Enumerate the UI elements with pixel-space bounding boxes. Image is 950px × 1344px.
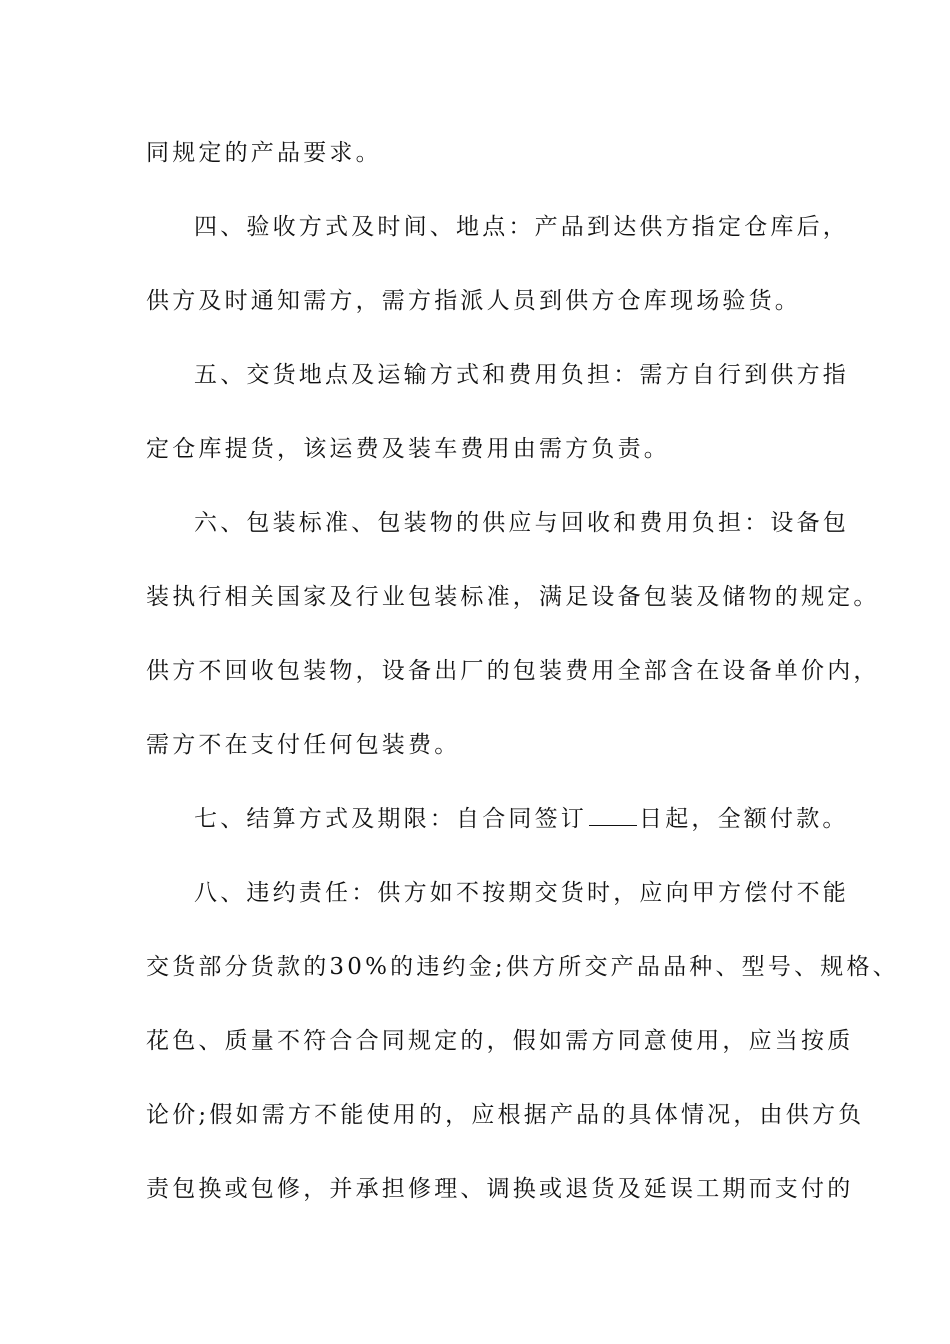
text-line-12: 交货部分货款的30%的违约金;供方所交产品品种、型号、规格、: [146, 954, 899, 980]
date-blank-underline: [589, 805, 637, 826]
text-line-5: 定仓库提货，该运费及装车费用由需方负责。: [146, 436, 670, 462]
text-line-10: [194, 804, 849, 834]
text-line-14: 论价;假如需方不能使用的，应根据产品的具体情况，由供方负: [146, 1102, 865, 1128]
settlement-text-prefix: 七、结算方式及期限：自合同签订: [194, 806, 587, 832]
text-line-15: 责包换或包修，并承担修理、调换或退货及延误工期而支付的: [146, 1176, 854, 1202]
text-line-9: 需方不在支付任何包装费。: [146, 732, 461, 758]
text-line-2: 四、验收方式及时间、地点：产品到达供方指定仓库后，: [194, 214, 849, 240]
text-line-1: 同规定的产品要求。: [146, 140, 382, 166]
text-line-6: 六、包装标准、包装物的供应与回收和费用负担：设备包: [194, 510, 849, 536]
text-line-11: 八、违约责任：供方如不按期交货时，应向甲方偿付不能: [194, 880, 849, 906]
text-line-8: 供方不回收包装物，设备出厂的包装费用全部含在设备单价内，: [146, 658, 880, 684]
text-line-3: 供方及时通知需方，需方指派人员到供方仓库现场验货。: [146, 288, 801, 314]
text-line-13: 花色、质量不符合合同规定的，假如需方同意使用，应当按质: [146, 1028, 854, 1054]
settlement-text-suffix: 日起，全额付款。: [639, 806, 849, 832]
text-line-4: 五、交货地点及运输方式和费用负担：需方自行到供方指: [194, 362, 849, 388]
text-line-7: 装执行相关国家及行业包装标准，满足设备包装及储物的规定。: [146, 584, 880, 610]
